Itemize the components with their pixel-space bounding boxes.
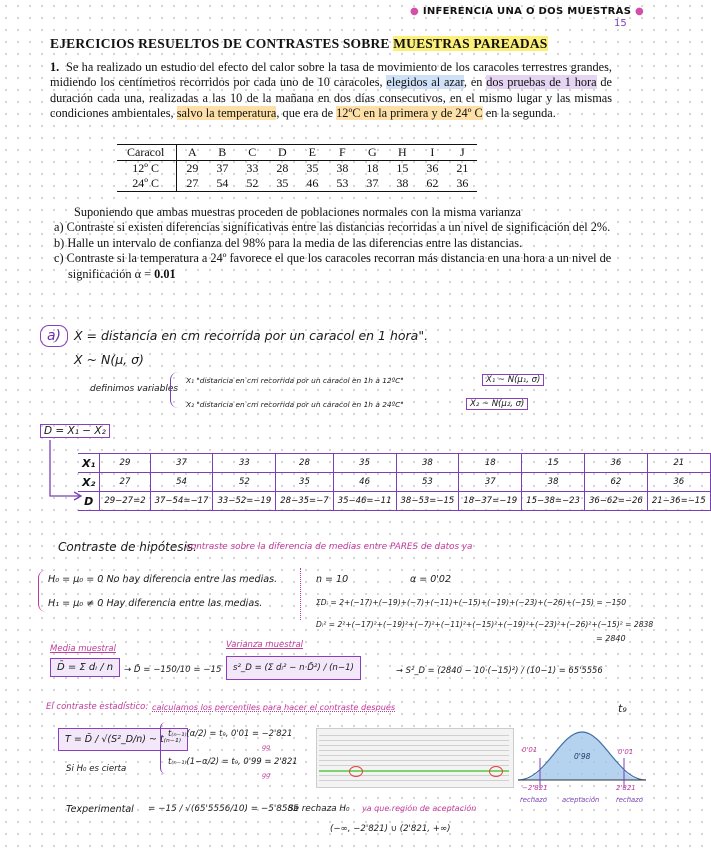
topic-tag: ● INFERENCIA UNA O DOS MUESTRAS ● [410, 6, 645, 17]
stmt-c: de duración cada una, realizadas a las 10 de la mañana en dos días consecutivos, en el mismo lugar y las mismas condiciones ambientales, [50, 75, 612, 121]
table-header-cell: Caracol [117, 145, 177, 161]
plot-reject-left: rechazo [520, 796, 547, 804]
t-experimental-label: Texperimental [66, 804, 134, 815]
t-low-tag: gg [262, 743, 271, 751]
table-cell: 33 [246, 161, 259, 175]
table-cell: 27 [100, 473, 150, 492]
table-cell: 38 [396, 454, 459, 473]
table-cell: 62 [584, 473, 647, 492]
tag-marker: ● [410, 6, 423, 17]
acceptance-region: (−∞, −2'821) ∪ (2'821, +∞) [330, 824, 451, 834]
hypothesis-brace [38, 570, 47, 612]
table-cell: 36 [647, 473, 710, 492]
table-header-cell: I [417, 145, 447, 161]
sample-size: n = 10 [316, 574, 349, 585]
mean-value: → D̄ = −150/10 = −15 [124, 665, 222, 675]
table-header-cell: D [267, 145, 297, 161]
table-cell: 36 [447, 176, 477, 192]
x-definition: X = distancia en cm recorrida por un caracol en 1 hora". [74, 328, 429, 343]
stmt-d: , que era de [276, 106, 337, 121]
variance-title: Varianza muestral [226, 640, 304, 650]
table-header-cell: G [357, 145, 387, 161]
page-number: 15 [614, 18, 627, 29]
title-prefix: EJERCICIOS RESUELTOS DE CONTRASTES SOBRE [50, 36, 394, 51]
stmt-hl-temp: salvo la temperatura [176, 106, 277, 121]
table-row [117, 161, 477, 177]
stmt-hl-azar: elegidos al azar [386, 75, 464, 90]
x1-definition: X₁ "distancia en cm recorrida por un caracol en 1h a 12ºC" [186, 376, 404, 385]
table-cell: 38 [387, 176, 417, 192]
stat-note: calculamos los percentiles para hacer el contraste después [152, 702, 396, 712]
table-cell: 37 [216, 161, 229, 175]
question-c-text: c) Contraste si la temperatura a 24º favorece el que los caracoles recorran más distancia en una hora a un nivel de significación α = [54, 251, 612, 281]
define-variables: definimos variables [90, 384, 179, 394]
table-cell: 28 [276, 454, 333, 473]
plot-reject-right: rechazo [616, 796, 643, 804]
table-cell: 52 [237, 176, 267, 192]
table-cell: 36 [426, 161, 439, 175]
vars-brace [170, 372, 181, 408]
plot-crit-right: 2'821 [616, 784, 636, 792]
problem-number: 1. [50, 60, 60, 74]
table-header-cell: B [207, 145, 237, 161]
table-cell: 21−36=−15 [647, 492, 710, 511]
table-cell: 36−62=−26 [584, 492, 647, 511]
table-cell: 35−46=−11 [333, 492, 396, 511]
plot-left-tail: 0'01 [522, 746, 538, 754]
t-high-tag: gg [262, 771, 271, 779]
table-cell: 33−52=−19 [213, 492, 276, 511]
d-definition: D = X₁ − X₂ [40, 424, 110, 438]
table-mark-right [489, 766, 503, 777]
t-distribution-table-image [316, 728, 514, 788]
table-cell: 21 [647, 454, 710, 473]
table-header-row [117, 145, 477, 161]
table-cell: 15−38=−23 [522, 492, 585, 511]
row-label: D [78, 492, 100, 511]
alpha: α = 0'02 [410, 574, 452, 585]
stmt-hl-pruebas: dos pruebas de 1 hora [486, 75, 597, 90]
table-cell: 37−54=−17 [150, 492, 213, 511]
variance-formula: s²_D = (Σ dᵢ² − n·D̄²) / (n−1) [226, 656, 361, 680]
topic-tag-text: INFERENCIA UNA O DOS MUESTRAS [422, 6, 632, 17]
data-table [117, 144, 477, 192]
table-header-cell: H [387, 145, 417, 161]
plot-accept: aceptación [562, 796, 600, 804]
table-cell: 29 [100, 454, 150, 473]
table-cell: 37 [459, 473, 522, 492]
stat-formula: T = D̄ / √(S²_D/n) ~ t₍ₙ₋₁₎ [58, 728, 188, 751]
stmt-e: en la segunda. [482, 106, 556, 121]
row-label: X₁ [78, 454, 100, 473]
contrast-title: Contraste de hipótesis: [58, 540, 198, 554]
table-cell: 62 [417, 176, 447, 192]
table-cell: 38 [522, 473, 585, 492]
table-cell: 38−53=−15 [396, 492, 459, 511]
table-cell: 46 [333, 473, 396, 492]
t-high: t₍ₙ₋₁₎(1−α/2) = t₉, 0'99 = 2'821 [168, 756, 298, 766]
table-header-cell: E [297, 145, 327, 161]
table-row [78, 492, 710, 511]
stmt-hl-values: 12ºC en la primera y de 24º C [336, 106, 483, 121]
percentile-brace [160, 722, 167, 774]
table-cell: 28 [276, 161, 289, 175]
table-cell: 28−35=−7 [276, 492, 333, 511]
table-cell: 21 [456, 161, 469, 175]
plot-dist-label: t₉ [618, 702, 627, 715]
plot-center-prob: 0'98 [574, 752, 591, 761]
question-c-alpha: 0.01 [154, 266, 176, 281]
question-b: b) Halle un intervalo de confianza del 98% para la media de las diferencias entre las distancias. [54, 235, 523, 250]
solution-label: a) [40, 325, 68, 347]
table-cell: 15 [396, 161, 409, 175]
table-cell: 53 [396, 473, 459, 492]
table-cell: 46 [297, 176, 327, 192]
question-a: a) Contraste si existen diferencias significativas entre las distancias recorridas a un nivel de significación del 2%. [54, 220, 611, 235]
sum-d2: Dᵢ² = 2²+(−17)²+(−19)²+(−7)²+(−11)²+(−15)²+(−19)²+(−23)²+(−26)²+(−15)² = 2838 [316, 620, 654, 629]
table-header-cell: J [447, 145, 477, 161]
title-highlight: MUESTRAS PAREADAS [393, 36, 548, 51]
page-title [50, 36, 548, 52]
contrast-note: contraste sobre la diferencia de medias entre PARES de datos ya [186, 542, 473, 552]
h0: H₀ = μ₀ = 0 No hay diferencia entre las medias. [48, 574, 278, 585]
table-cell: 18 [459, 454, 522, 473]
table-cell: 29−27=2 [100, 492, 150, 511]
difference-table [78, 453, 711, 511]
table-cell: 35 [276, 473, 333, 492]
mean-formula: D̄ = Σ dᵢ / n [50, 658, 120, 677]
table-row [78, 473, 710, 492]
table-header-cell: A [177, 145, 208, 161]
hypothesis-divider [300, 568, 302, 620]
x1-distribution: X₁ ~ N(μ₁, σ) [482, 374, 544, 386]
variance-value: → S²_D = (2840 − 10·(−15)²) / (10−1) = 65'5556 [396, 665, 603, 675]
table-cell: 54 [207, 176, 237, 192]
table-cell: 35 [333, 454, 396, 473]
table-cell: 53 [327, 176, 357, 192]
mean-title: Media muestral [50, 644, 116, 654]
table-cell: 37 [150, 454, 213, 473]
t-low: t₍ₙ₋₁₎(α/2) = t₉, 0'01 = −2'821 [168, 728, 293, 738]
row-label: X₂ [78, 473, 100, 492]
table-cell: 37 [357, 176, 387, 192]
stat-condition: Si H₀ es cierta [66, 764, 127, 774]
x-distribution: X ~ N(μ, σ) [74, 352, 144, 367]
table-cell: 24º C [117, 176, 177, 192]
table-cell: 36 [584, 454, 647, 473]
table-cell: 18 [366, 161, 379, 175]
table-mark-left [349, 766, 363, 777]
questions-lead: Suponiendo que ambas muestras proceden de poblaciones normales con la misma varianza [74, 205, 521, 219]
t-experimental-value: = −15 / √(65'5556/10) = −5'8585 [148, 804, 299, 814]
questions [50, 205, 612, 282]
plot-right-tail: 0'01 [618, 748, 634, 756]
stmt-b: , en [463, 75, 487, 90]
table-cell: 52 [213, 473, 276, 492]
table-cell: 38 [336, 161, 349, 175]
table-header-cell: F [327, 145, 357, 161]
question-c [50, 251, 612, 282]
reject-reason: ya que región de aceptación [362, 804, 477, 813]
table-cell: 33 [213, 454, 276, 473]
table-row [78, 454, 710, 473]
stat-title: El contraste estadístico: [46, 702, 149, 712]
problem-statement [50, 60, 612, 122]
table-cell: 15 [522, 454, 585, 473]
table-cell: 29 [186, 161, 199, 175]
table-cell: 35 [306, 161, 319, 175]
table-cell: 27 [177, 176, 208, 192]
plot-crit-left: −2'821 [522, 784, 548, 792]
table-cell: 35 [267, 176, 297, 192]
table-header-cell: C [237, 145, 267, 161]
stmt-a: Se ha realizado un estudio del efecto del calor sobre la tasa de movimiento de los caracoles terrestres grandes, midiendo los centímetros recorridos por cada uno de 10 caracoles, [50, 60, 612, 90]
x2-distribution: X₂ ~ N(μ₂, σ) [466, 398, 528, 410]
sum-d2-corrected: = 2840 [596, 634, 626, 643]
table-cell: 18−37=−19 [459, 492, 522, 511]
table-cell: 12º C [117, 161, 177, 177]
table-cell: 54 [150, 473, 213, 492]
reject-decision: Se rechaza H₀ [288, 804, 350, 814]
h1: H₁ = μ₀ ≠ 0 Hay diferencia entre las medias. [48, 598, 263, 609]
x2-definition: X₂ "distancia en cm recorrida por un caracol en 1h a 24ºC" [186, 400, 404, 409]
table-row [117, 176, 477, 192]
t-distribution-plot [516, 722, 648, 806]
sum-d: ΣDᵢ = 2+(−17)+(−19)+(−7)+(−11)+(−15)+(−19)+(−23)+(−26)+(−15) = −150 [316, 598, 627, 607]
